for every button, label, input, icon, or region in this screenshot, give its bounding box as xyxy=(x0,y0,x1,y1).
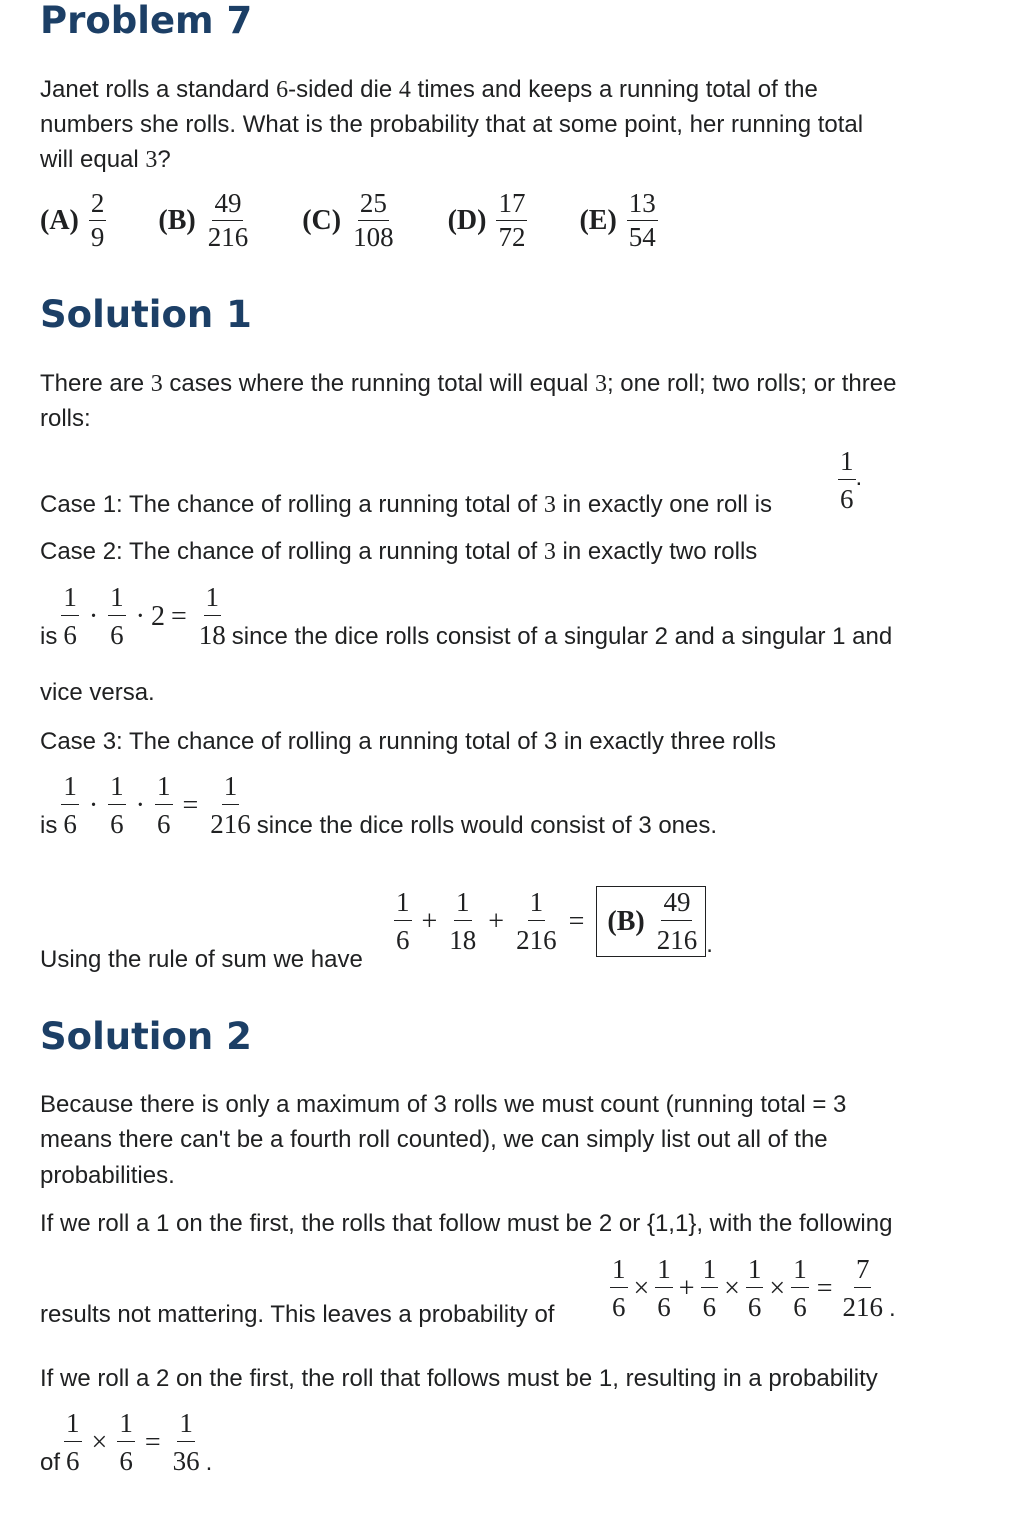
solution-2-heading: Solution 2 xyxy=(40,1015,252,1058)
solution-2-p2-line-2: results not mattering. This leaves a probability of xyxy=(40,1301,555,1328)
case-3-formula: is $\frac{1}{6}$ · $\frac{1}{6}$ · $\frac{1}{6}$ = $\frac{1}{216}$ since the dice rolls would consist of 3 ones. xyxy=(40,771,718,839)
case-1-text: Case 1: The chance of rolling a running total of 3 in exactly one roll is xyxy=(40,491,772,518)
choice-e: (E) $\frac{13}{54}$ xyxy=(579,188,656,252)
solution-2-p1-line-3: probabilities. xyxy=(40,1162,175,1189)
case-2-line-3: vice versa. xyxy=(40,679,155,706)
solution-2-p3-line-1: If we roll a 2 on the first, the roll that follows must be 1, resulting in a probability xyxy=(40,1365,878,1392)
case-2-formula: is $\frac{1}{6}$ · $\frac{1}{6}$ · 2 = $\frac{1}{18}$ since the dice rolls consist of a singular 2 and a singular 1 and xyxy=(40,582,893,650)
problem-text-line-1: Janet rolls a standard 6-sided die 4 times and keeps a running total of the xyxy=(40,76,818,103)
answer-choices xyxy=(40,190,710,251)
choice-d: (D) $\frac{17}{72}$ xyxy=(447,188,526,252)
solution-2-p3-formula: of $\frac{1}{6}$ × $\frac{1}{6}$ = $\frac{1}{36}$ . xyxy=(40,1408,213,1476)
problem-text-line-3: will equal 3? xyxy=(40,146,171,173)
boxed-answer: (B) $\frac{49}{216}$ xyxy=(596,886,706,957)
case-2-text: Case 2: The chance of rolling a running total of 3 in exactly two rolls xyxy=(40,538,758,565)
case-1-fraction: $\frac{1}{6}$ . xyxy=(840,446,863,514)
solution-2-p1-line-2: means there can't be a fourth roll counted), we can simply list out all of the xyxy=(40,1126,828,1153)
case-3-text: Case 3: The chance of rolling a running total of 3 in exactly three rolls xyxy=(40,728,776,755)
solution-1-intro-line-1: There are 3 cases where the running total will equal 3; one roll; two rolls; or three xyxy=(40,370,897,397)
solution-1-intro-line-2: rolls: xyxy=(40,405,91,432)
solution-2-p2-line-1: If we roll a 1 on the first, the rolls that follow must be 2 or {1,1}, with the following xyxy=(40,1210,893,1237)
problem-text-line-2: numbers she rolls. What is the probability that at some point, her running total xyxy=(40,111,864,138)
sum-formula: $\frac{1}{6}$ + $\frac{1}{18}$ + $\frac{1}{216}$ = (B) $\frac{49}{216}$ . xyxy=(396,887,713,958)
solution-2-p1-line-1: Because there is only a maximum of 3 rolls we must count (running total = 3 xyxy=(40,1091,847,1118)
problem-heading: Problem 7 xyxy=(40,0,253,42)
choice-a: (A) $\frac{2}{9}$ xyxy=(40,188,105,252)
solution-1-heading: Solution 1 xyxy=(40,293,252,336)
choice-b: (B) $\frac{49}{216}$ xyxy=(158,188,249,252)
sum-text: Using the rule of sum we have xyxy=(40,946,363,973)
choice-c: (C) $\frac{25}{108}$ xyxy=(302,188,394,252)
solution-2-p2-formula: $\frac{1}{6}$ × $\frac{1}{6}$ + $\frac{1}{6}$ × $\frac{1}{6}$ × $\frac{1}{6}$ = $\frac{7}{216}$ . xyxy=(612,1254,896,1322)
